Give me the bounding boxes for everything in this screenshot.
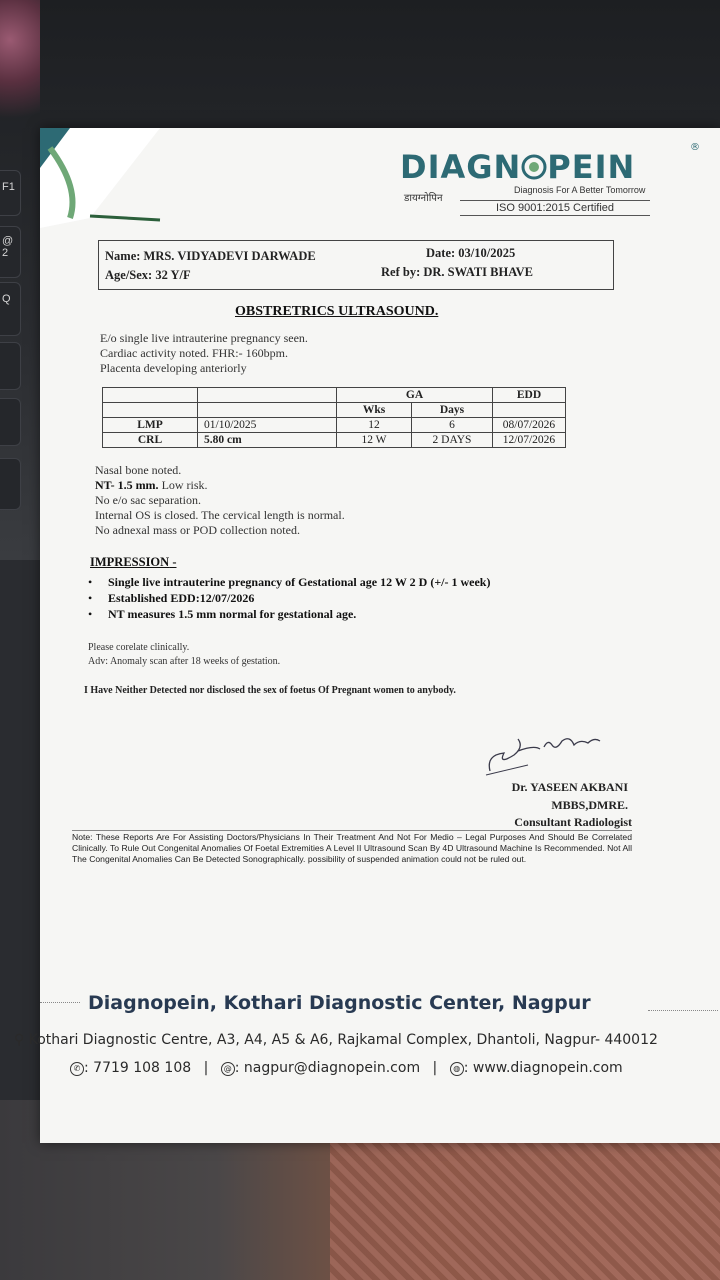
doctor-degree: MBBS,DMRE.: [551, 798, 628, 812]
nt-risk: Low risk.: [158, 478, 208, 492]
list-item: • Established EDD:12/07/2026: [88, 590, 490, 606]
table-header-row: [103, 388, 566, 403]
logo-wordmark: DIAGN PEIN: [400, 148, 636, 186]
keyboard-key: [0, 398, 21, 446]
email-icon: @: [221, 1062, 235, 1076]
footer-phone: : 7719 108 108: [84, 1060, 192, 1076]
doctor-signature: [478, 725, 618, 781]
cloth-background: [330, 1130, 720, 1280]
finding-sac: No e/o sac separation.: [95, 493, 201, 507]
divider: [72, 830, 632, 831]
subheader-wks: Wks: [337, 403, 412, 418]
nt-value: NT- 1.5 mm.: [95, 478, 159, 492]
row-label: LMP: [103, 418, 198, 433]
row-edd: 12/07/2026: [493, 433, 566, 448]
logo-globe-icon: [521, 154, 547, 180]
report-date: Date: 03/10/2025: [426, 246, 516, 260]
logo-hindi-text: डायग्नोपिन: [404, 193, 443, 204]
divider: [40, 1002, 80, 1003]
patient-name: Name: MRS. VIDYADEVI DARWADE: [105, 249, 316, 263]
list-item: • NT measures 1.5 mm normal for gestational age.: [88, 606, 490, 622]
row-edd: 08/07/2026: [493, 418, 566, 433]
footer-address-text: Kothari Diagnostic Centre, A3, A4, A5 & A6, Rajkamal Complex, Dhantoli, Nagpur- 440012: [28, 1032, 658, 1048]
finding-nasal-bone: Nasal bone noted.: [95, 463, 182, 477]
list-item: • Single live intrauterine pregnancy of Gestational age 12 W 2 D (+/- 1 week): [88, 574, 490, 590]
referred-by: Ref by: DR. SWATI BHAVE: [381, 265, 533, 279]
doctor-title: Consultant Radiologist: [514, 815, 632, 829]
phone-icon: ✆: [70, 1062, 84, 1076]
row-label: CRL: [103, 433, 198, 448]
iso-certification: ISO 9001:2015 Certified: [460, 200, 650, 216]
finding-pregnancy: E/o single live intrauterine pregnancy seen.: [100, 331, 308, 345]
separator: |: [432, 1060, 438, 1076]
sex-determination-declaration: I Have Neither Detected nor disclosed the sex of foetus Of Pregnant women to anybody.: [84, 685, 456, 696]
row-days: 2 DAYS: [412, 433, 493, 448]
registered-mark: ®: [690, 142, 700, 153]
finding-nt: [95, 478, 208, 493]
footer-contacts: [70, 1060, 623, 1076]
table-row: [103, 433, 566, 448]
patient-info-box: [98, 240, 614, 290]
header-edd: EDD: [493, 388, 566, 403]
disclaimer-note: Note: These Reports Are For Assisting Doctors/Physicians In Their Treatment And Not For Medio – Legal Purposes And Should Be Correlated Clinically. To Rule Out Congenital Anomalies Of Foetal Extremities A Level II Ultrasound Scan By 4D Ultrasound Machine Is Recommended. Not All The Congenital Anomalies Can Be Detected Sonographically. possibility of suspended animation could not be ruled out.: [72, 832, 632, 864]
keyboard-key: [0, 342, 21, 390]
header-ga: GA: [337, 388, 493, 403]
finding-placenta: Placenta developing anteriorly: [100, 361, 247, 375]
location-pin-icon: ⚲: [14, 1032, 29, 1048]
row-value: 01/10/2025: [198, 418, 337, 433]
diagnopein-logo: [400, 142, 700, 228]
report-title: OBSTRETRICS ULTRASOUND.: [235, 304, 439, 319]
advice-anomaly-scan: Adv: Anomaly scan after 18 weeks of gestation.: [88, 656, 281, 667]
impression-list: [88, 574, 490, 622]
row-wks: 12: [337, 418, 412, 433]
finding-cardiac: Cardiac activity noted. FHR:- 160bpm.: [100, 346, 288, 360]
keyboard-key-2: @ 2: [0, 226, 21, 278]
table-row: [103, 418, 566, 433]
footer-website: : www.diagnopein.com: [463, 1060, 623, 1076]
row-days: 6: [412, 418, 493, 433]
doctor-name: Dr. YASEEN AKBANI: [511, 780, 628, 794]
finding-cervix: Internal OS is closed. The cervical length is normal.: [95, 508, 345, 522]
gestational-age-table: [102, 387, 566, 448]
row-wks: 12 W: [337, 433, 412, 448]
subheader-days: Days: [412, 403, 493, 418]
footer-center-name: Diagnopein, Kothari Diagnostic Center, Nagpur: [88, 992, 591, 1014]
advice-correlate: Please corelate clinically.: [88, 642, 190, 653]
row-value: 5.80 cm: [198, 433, 337, 448]
separator: |: [203, 1060, 209, 1076]
background-object: [0, 0, 40, 140]
logo-tagline: Diagnosis For A Better Tomorrow: [514, 185, 646, 195]
finding-adnexal: No adnexal mass or POD collection noted.: [95, 523, 300, 537]
keyboard-key-q: Q: [0, 282, 21, 336]
table-subheader-row: [103, 403, 566, 418]
keyboard-key-f1: F1: [0, 170, 21, 216]
divider: [648, 1010, 718, 1011]
keyboard-key: [0, 458, 21, 510]
corner-decoration: [40, 128, 160, 228]
report-paper: [14, 128, 720, 1143]
patient-age-sex: Age/Sex: 32 Y/F: [105, 268, 191, 282]
impression-heading: IMPRESSION -: [90, 555, 177, 569]
footer-email: : nagpur@diagnopein.com: [234, 1060, 421, 1076]
globe-icon: ◍: [450, 1062, 464, 1076]
footer-address: [14, 1032, 658, 1048]
